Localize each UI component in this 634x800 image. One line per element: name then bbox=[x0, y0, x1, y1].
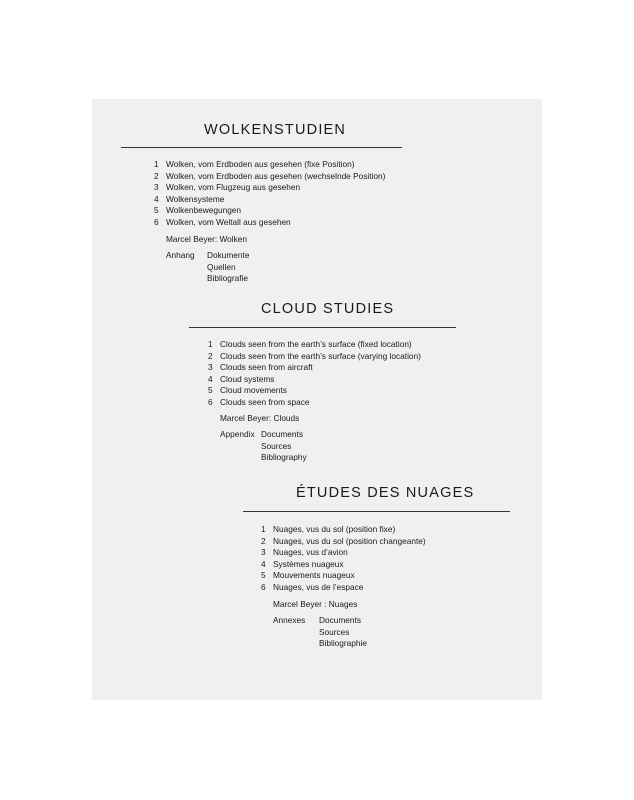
section-title-french: ÉTUDES DES NUAGES bbox=[296, 485, 475, 501]
appendix-item: Dokumente bbox=[207, 250, 250, 260]
appendix-item: Sources bbox=[261, 440, 292, 451]
author-line-english: Marcel Beyer: Clouds bbox=[220, 413, 300, 423]
appendix-items bbox=[319, 615, 367, 650]
appendix-items bbox=[207, 250, 249, 285]
appendix-item: Sources bbox=[319, 626, 350, 637]
toc-list-french bbox=[261, 524, 426, 593]
appendix-item: Bibliografie bbox=[207, 273, 249, 283]
toc-item: 5 Wolkenbewegungen bbox=[154, 205, 242, 215]
toc-item: 4 Wolkensysteme bbox=[154, 193, 225, 204]
toc-item: 1 Wolken, vom Erdboden aus gesehen (fixe Position) bbox=[154, 159, 355, 169]
toc-item: 5 Mouvements nuageux bbox=[261, 570, 355, 580]
appendix-item: Documents bbox=[261, 429, 303, 439]
toc-item: 2 Nuages, vus du sol (position changeante) bbox=[261, 535, 426, 546]
appendix-item: Bibliography bbox=[261, 452, 307, 462]
toc-item: 6 Wolken, vom Weltall aus gesehen bbox=[154, 216, 291, 227]
section-title-english: CLOUD STUDIES bbox=[261, 301, 395, 317]
appendix-label: Appendix bbox=[220, 429, 255, 439]
toc-item: 3 Wolken, vom Flugzeug aus gesehen bbox=[154, 182, 301, 192]
toc-item: 4 Cloud systems bbox=[208, 373, 275, 384]
toc-item: 1 Nuages, vus du sol (position fixe) bbox=[261, 524, 396, 534]
toc-item: 3 Clouds seen from aircraft bbox=[208, 362, 313, 372]
toc-item: 3 Nuages, vus d’avion bbox=[261, 547, 348, 557]
appendix-item: Quellen bbox=[207, 261, 236, 272]
toc-item: 4 Systèmes nuageux bbox=[261, 558, 344, 569]
page bbox=[92, 99, 542, 700]
toc-list-german bbox=[154, 159, 385, 228]
appendix-label: Anhang bbox=[166, 250, 195, 260]
toc-item: 5 Cloud movements bbox=[208, 385, 287, 395]
toc-item: 6 Clouds seen from space bbox=[208, 396, 310, 407]
appendix-items bbox=[261, 429, 307, 464]
title-rule-german bbox=[121, 147, 402, 148]
appendix-item: Bibliographie bbox=[319, 638, 367, 648]
appendix-item: Documents bbox=[319, 615, 361, 625]
toc-item: 6 Nuages, vus de l’espace bbox=[261, 581, 364, 592]
toc-list-english bbox=[208, 339, 421, 408]
author-line-german: Marcel Beyer: Wolken bbox=[166, 234, 247, 244]
toc-item: 1 Clouds seen from the earth’s surface (fixed location) bbox=[208, 339, 412, 349]
author-line-french: Marcel Beyer : Nuages bbox=[273, 599, 358, 609]
title-rule-french bbox=[243, 511, 510, 512]
section-title-german: WOLKENSTUDIEN bbox=[204, 122, 347, 138]
appendix-label: Annexes bbox=[273, 615, 306, 625]
title-rule-english bbox=[189, 327, 456, 328]
toc-item: 2 Clouds seen from the earth’s surface (varying location) bbox=[208, 350, 421, 361]
toc-item: 2 Wolken, vom Erdboden aus gesehen (wechselnde Position) bbox=[154, 170, 386, 181]
